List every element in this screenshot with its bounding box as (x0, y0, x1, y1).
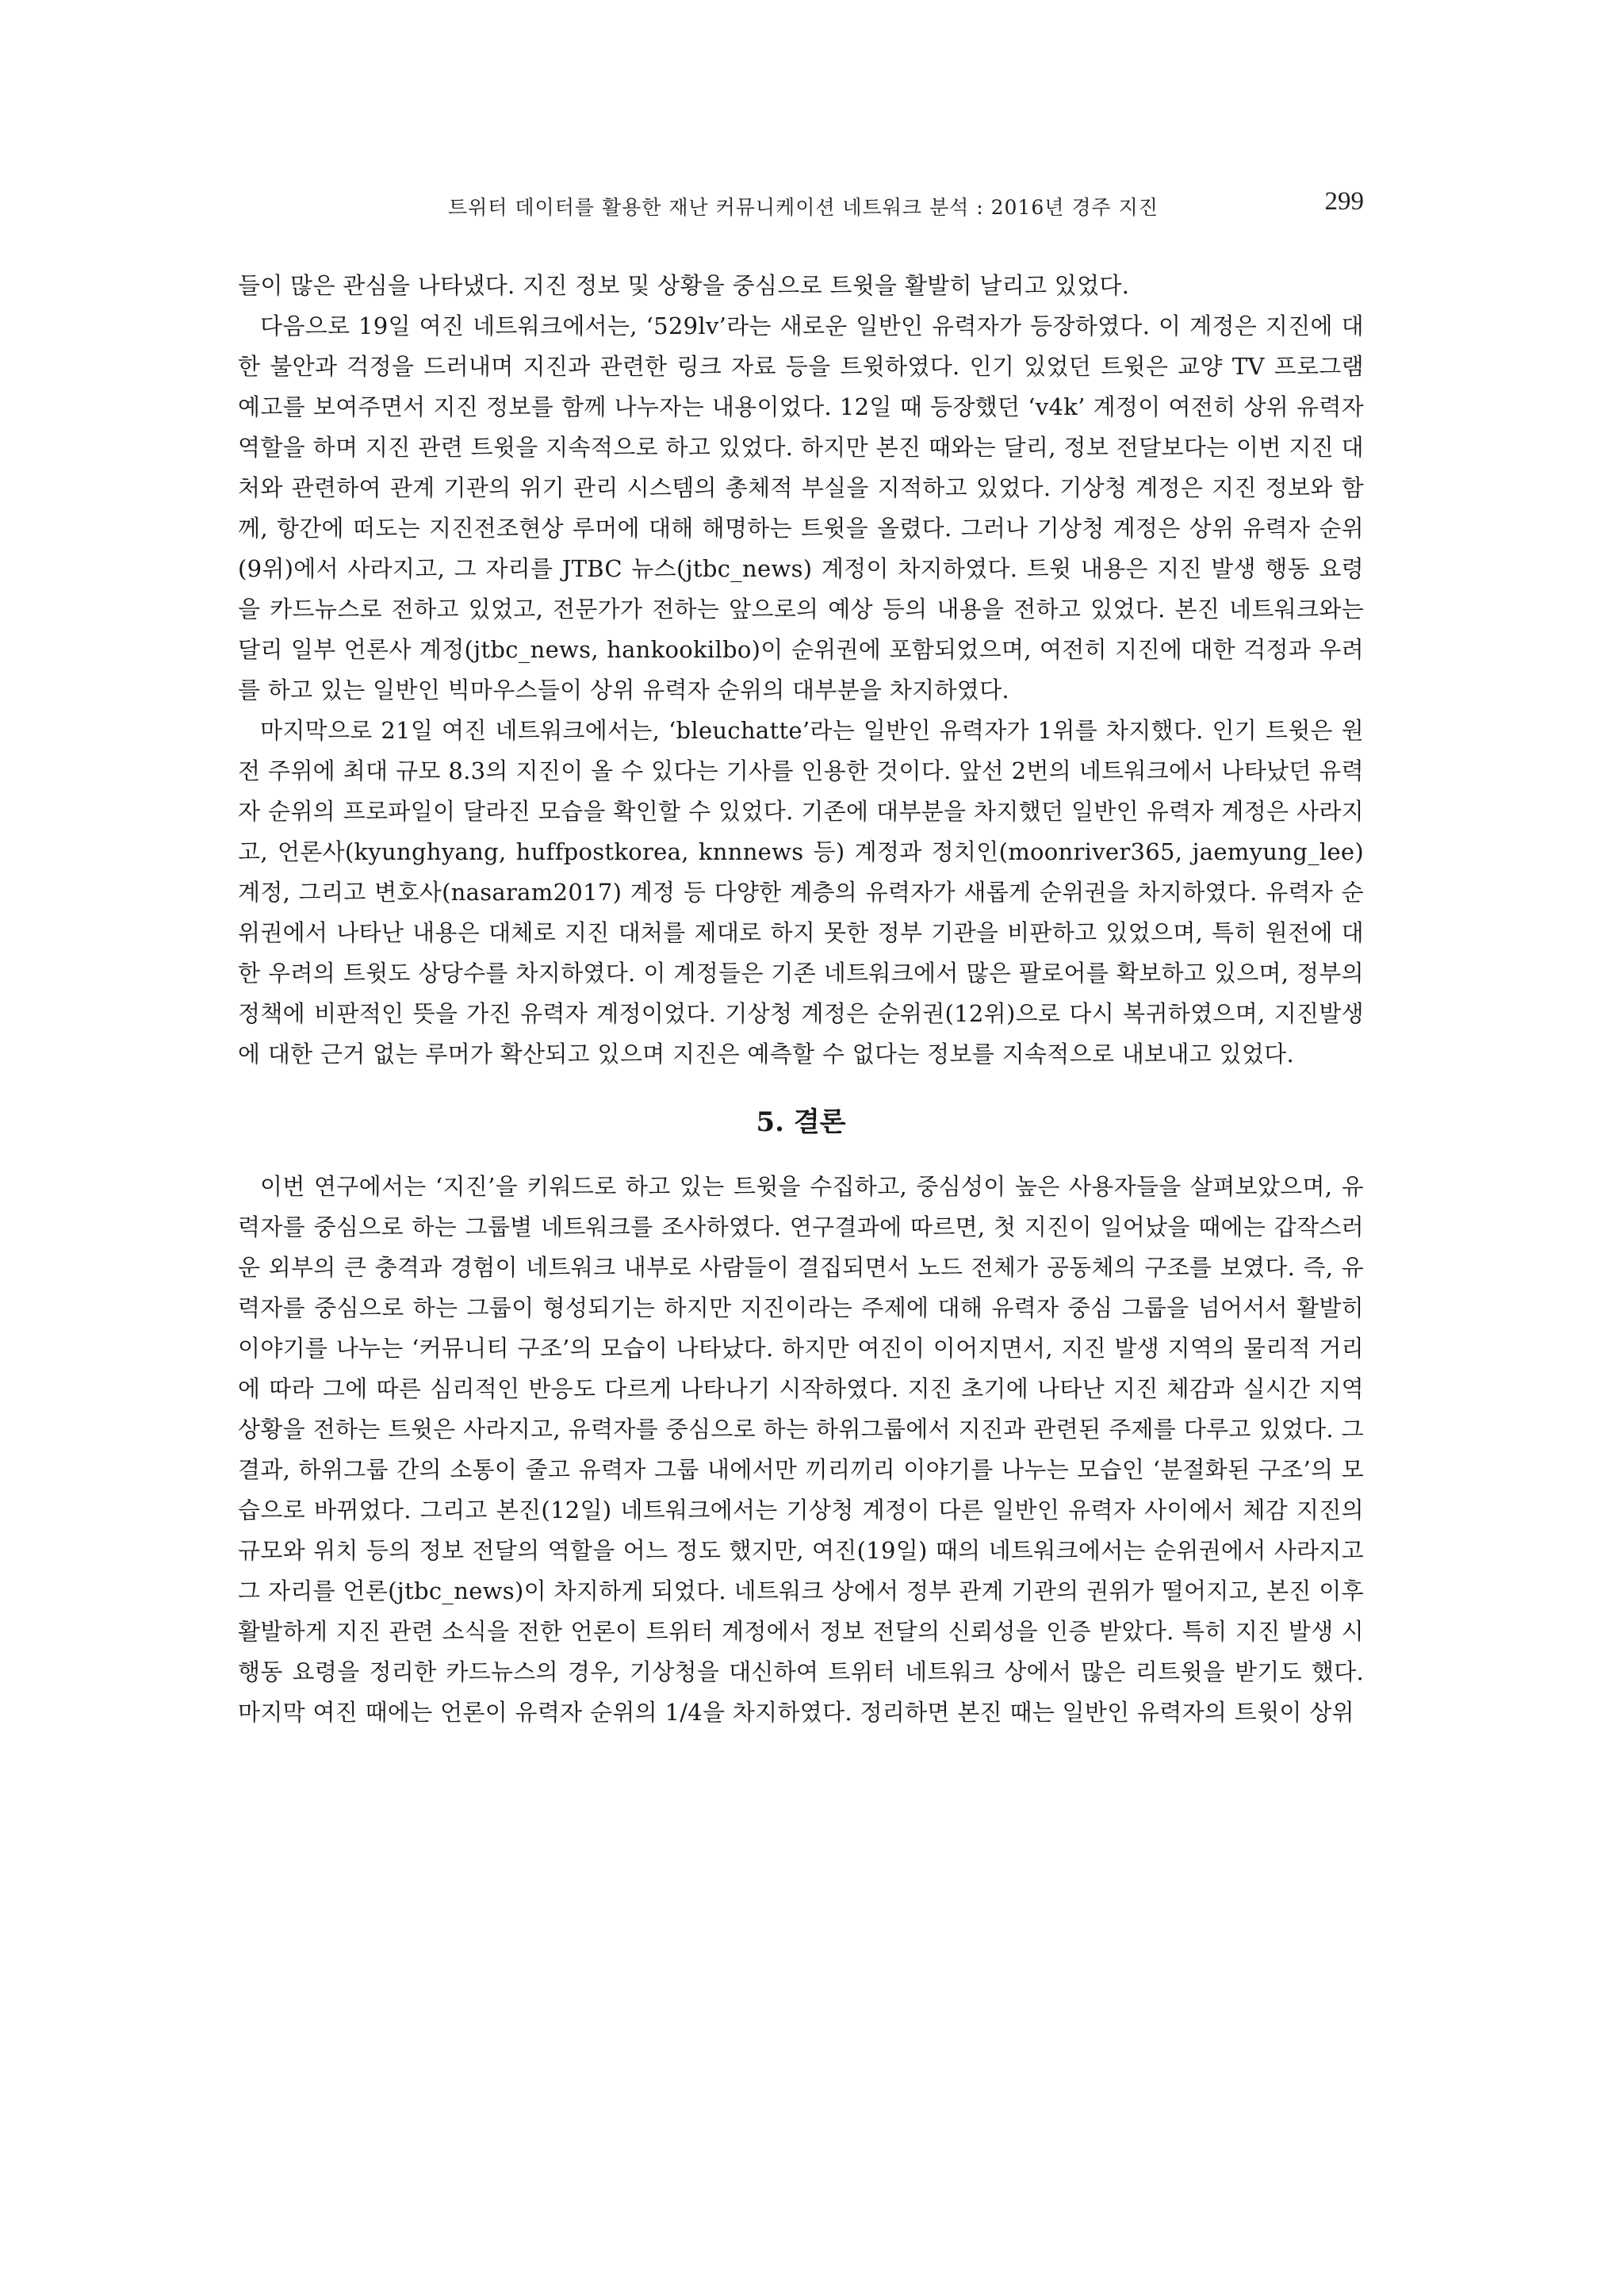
page-number: 299 (1324, 187, 1364, 216)
paragraph-continuation: 들이 많은 관심을 나타냈다. 지진 정보 및 상황을 중심으로 트윗을 활발히 날리고 있었다. (238, 272, 1130, 299)
paragraph-aftershock-19: 다음으로 19일 여진 네트워크에서는, ‘529lv’라는 새로운 일반인 유력자가 등장하였다. 이 계정은 지진에 대한 불안과 걱정을 드러내며 지진과 관련한 링크 자료 등을 트윗하였다. 인기 있었던 트윗은 교양 TV 프로그램 예고를 보여주면서 지진 정보를 함께 나누자는 내용이었다. 12일 때 등장했던 ‘v4k’ 계정이 여전히 상위 유력자 역할을 하며 지진 관련 트윗을 지속적으로 하고 있었다. 하지만 본진 때와는 달리, 정보 전달보다는 이번 지진 대처와 관련하여 관계 기관의 위기 관리 시스템의 총체적 부실을 지적하고 있었다. 기상청 계정은 지진 정보와 함께, 항간에 떠도는 지진전조현상 루머에 대해 해명하는 트윗을 올렸다. 그러나 기상청 계정은 상위 유력자 순위(9위)에서 사라지고, 그 자리를 JTBC 뉴스(jtbc_news) 계정이 차지하였다. 트윗 내용은 지진 발생 행동 요령을 카드뉴스로 전하고 있었고, 전문가가 전하는 앞으로의 예상 등의 내용을 전하고 있었다. 본진 네트워크와는 달리 일부 언론사 계정(jtbc_news, hankookilbo)이 순위권에 포함되었으며, 여전히 지진에 대한 걱정과 우려를 하고 있는 일반인 빅마우스들이 상위 유력자 순위의 대부분을 차지하였다. (238, 312, 1364, 703)
paragraph-aftershock-21: 마지막으로 21일 여진 네트워크에서는, ‘bleuchatte’라는 일반인 유력자가 1위를 차지했다. 인기 트윗은 원전 주위에 최대 규모 8.3의 지진이 올 수 있다는 기사를 인용한 것이다. 앞선 2번의 네트워크에서 나타났던 유력자 순위의 프로파일이 달라진 모습을 확인할 수 있었다. 기존에 대부분을 차지했던 일반인 유력자 계정은 사라지고, 언론사(kyunghyang, huffpostkorea, knnnews 등) 계정과 정치인(moonriver365, jaemyung_lee) 계정, 그리고 변호사(nasaram2017) 계정 등 다양한 계층의 유력자가 새롭게 순위권을 차지하였다. 유력자 순위권에서 나타난 내용은 대체로 지진 대처를 제대로 하지 못한 정부 기관을 비판하고 있었으며, 특히 원전에 대한 우려의 트윗도 상당수를 차지하였다. 이 계정들은 기존 네트워크에서 많은 팔로어를 확보하고 있으며, 정부의 정책에 비판적인 뜻을 가진 유력자 계정이었다. 기상청 계정은 순위권(12위)으로 다시 복귀하였으며, 지진발생에 대한 근거 없는 루머가 확산되고 있으며 지진은 예측할 수 없다는 정보를 지속적으로 내보내고 있었다. (238, 717, 1364, 1068)
running-header (238, 187, 1364, 227)
body-text (238, 266, 1364, 1733)
section-heading-conclusion: 5. 결론 (756, 1106, 846, 1138)
paragraph-conclusion: 이번 연구에서는 ‘지진’을 키워드로 하고 있는 트윗을 수집하고, 중심성이 높은 사용자들을 살펴보았으며, 유력자를 중심으로 하는 그룹별 네트워크를 조사하였다. 연구결과에 따르면, 첫 지진이 일어났을 때에는 갑작스러운 외부의 큰 충격과 경험이 네트워크 내부로 사람들이 결집되면서 노드 전체가 공동체의 구조를 보였다. 즉, 유력자를 중심으로 하는 그룹이 형성되기는 하지만 지진이라는 주제에 대해 유력자 중심 그룹을 넘어서서 활발히 이야기를 나누는 ‘커뮤니티 구조’의 모습이 나타났다. 하지만 여진이 이어지면서, 지진 발생 지역의 물리적 거리에 따라 그에 따른 심리적인 반응도 다르게 나타나기 시작하였다. 지진 초기에 나타난 지진 체감과 실시간 지역 상황을 전하는 트윗은 사라지고, 유력자를 중심으로 하는 하위그룹에서 지진과 관련된 주제를 다루고 있었다. 그 결과, 하위그룹 간의 소통이 줄고 유력자 그룹 내에서만 끼리끼리 이야기를 나누는 모습인 ‘분절화된 구조’의 모습으로 바뀌었다. 그리고 본진(12일) 네트워크에서는 기상청 계정이 다른 일반인 유력자 사이에서 체감 지진의 규모와 위치 등의 정보 전달의 역할을 어느 정도 했지만, 여진(19일) 때의 네트워크에서는 순위권에서 사라지고 그 자리를 언론(jtbc_news)이 차지하게 되었다. 네트워크 상에서 정부 관계 기관의 권위가 떨어지고, 본진 이후 활발하게 지진 관련 소식을 전한 언론이 트위터 계정에서 정보 전달의 신뢰성을 인증 받았다. 특히 지진 발생 시 행동 요령을 정리한 카드뉴스의 경우, 기상청을 대신하여 트위터 네트워크 상에서 많은 리트윗을 받기도 했다. 마지막 여진 때에는 언론이 유력자 순위의 1/4을 차지하였다. 정리하면 본진 때는 일반인 유력자의 트윗이 상위 (238, 1173, 1364, 1726)
running-header-title: 트위터 데이터를 활용한 재난 커뮤니케이션 네트워크 분석 : 2016년 경주 지진 (448, 196, 1159, 219)
